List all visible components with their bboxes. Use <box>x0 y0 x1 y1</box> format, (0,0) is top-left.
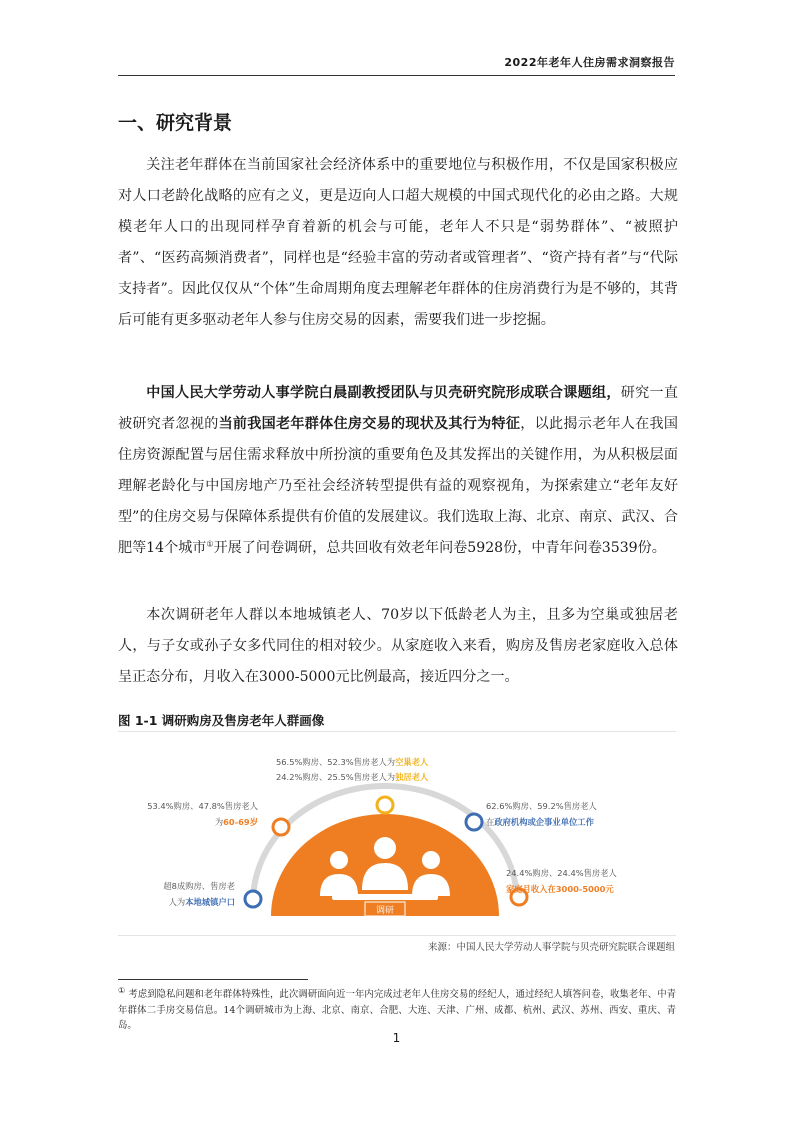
label-right-up-2: 在政府机构或企事业单位工作 <box>486 817 594 827</box>
footnote-ref: ① <box>206 539 214 549</box>
research-focus-text: 当前我国老年群体住房交易的现状及其行为特征 <box>218 416 521 432</box>
node-left-low <box>245 891 261 907</box>
p2-text-3: 开展了问卷调研，总共回收有效老年问卷5928份，中青年问卷3539份。 <box>213 540 666 556</box>
page-number: 1 <box>392 1031 401 1045</box>
footnote <box>118 987 676 1034</box>
label-left-low-1: 超8成购房、售房老 <box>163 881 235 891</box>
footnote-marker: ① <box>118 985 126 995</box>
footnote-divider <box>118 979 308 980</box>
p2-text-1: 研究一直被研究者忽视的 <box>118 385 679 432</box>
label-top-2: 24.2%购房、25.5%售房老人为独居老人 <box>276 772 429 782</box>
footnote-text: 考虑到隐私问题和老年群体特殊性，此次调研面向近一年内完成过老年人住房交易的经纪人，通过经纪人填答问卷，收集老年、中青年群体二手房交易信息。14个调研城市为上海、北京、南京、合肥、大连、天津、广州、成都、杭州、武汉、苏州、西安、重庆、青岛。 <box>118 989 677 1031</box>
label-left-up-1: 53.4%购房、47.8%售房老人 <box>147 801 258 811</box>
node-right-up <box>466 814 482 830</box>
running-header: 2022年老年人住房需求洞察报告 <box>118 54 675 76</box>
label-left-low-2: 人为本地城镇户口 <box>168 897 235 907</box>
research-team-text: 中国人民大学劳动人事学院白晨副教授团队与贝壳研究院形成联合课题组， <box>146 385 621 401</box>
figure-caption: 图 1-1 调研购房及售房老年人群画像 <box>118 713 325 728</box>
paragraph-3: 本次调研老年人群以本地城镇老人、70岁以下低龄老人为主，且多为空巢或独居老人，与子女或孙子女多代同住的相对较少。从家庭收入来看，购房及售房老家庭收入总体呈正态分布，月收入在3000-5000元比例最高，接近四分之一。 <box>118 607 678 685</box>
label-top-1: 56.5%购房、52.3%售房老人为空巢老人 <box>276 757 429 767</box>
node-left-up <box>273 819 289 835</box>
section-title: 一、研究背景 <box>118 112 233 134</box>
figure-portrait <box>118 731 676 936</box>
label-left-up-2: 为60-69岁 <box>214 817 258 827</box>
center-label: 调研 <box>375 906 395 916</box>
paragraph-1: 关注老年群体在当前国家社会经济体系中的重要地位与积极作用，不仅是国家积极应对人口老龄化战略的应有之义，更是迈向人口超大规模的中国式现代化的必由之路。大规模老年人口的出现同样孕育着新的机会与可能，老年人不只是“弱势群体”、“被照护者”、“医药高频消费者”，同样也是“经验丰富的劳动者或管理者”、“资产持有者”与“代际支持者”。因此仅仅从“个体”生命周期角度去理解老年群体的住房消费行为是不够的，其背后可能有更多驱动老年人参与住房交易的因素，需要我们进一步挖掘。 <box>118 157 678 328</box>
figure-diagram <box>118 732 676 935</box>
paragraph-2 <box>118 378 678 564</box>
label-right-up-1: 62.6%购房、59.2%售房老人 <box>486 801 597 811</box>
p2-text-2: ，以此揭示老年人在我国住房资源配置与居住需求释放中所扮演的重要角色及其发挥出的关键作用，为从积极层面理解老龄化与中国房地产乃至社会经济转型提供有益的观察视角，为探索建立“老年友好型”的住房交易与保障体系提供有价值的发展建议。我们选取上海、北京、南京、武汉、合肥等14个城市 <box>118 416 679 556</box>
figure-source: 来源：中国人民大学劳动人事学院与贝壳研究院联合课题组 <box>427 942 675 953</box>
label-right-low-1: 24.4%购房、24.4%售房老人 <box>506 868 617 878</box>
node-top <box>377 797 393 813</box>
label-right-low-2: 家庭月收入在3000-5000元 <box>506 884 614 894</box>
